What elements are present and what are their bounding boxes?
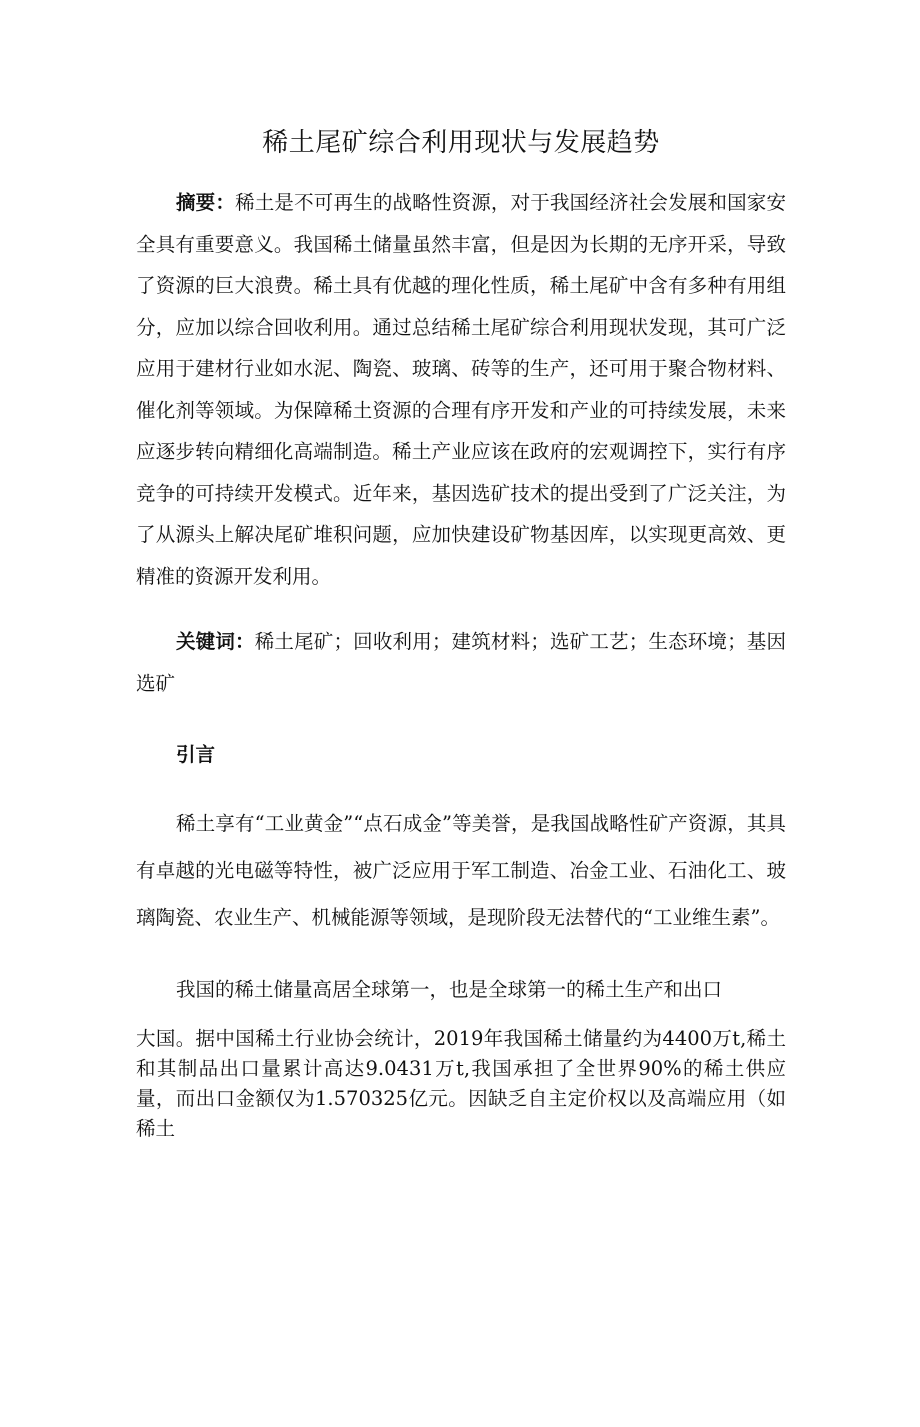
section-heading-introduction: 引言 bbox=[176, 743, 216, 766]
abstract-label: 摘要： bbox=[176, 191, 236, 214]
abstract-text: 稀土是不可再生的战略性资源，对于我国经济社会发展和国家安全具有重要意义。我国稀土储量虽然丰富，但是因为长期的无序开采，导致了资源的巨大浪费。稀土具有优越的理化性质，稀土尾矿中含有多种有用组分，应加以综合回收利用。通过总结稀土尾矿综合利用现状发现，其可广泛应用于建材行业如水泥、陶瓷、玻璃、砖等的生产，还可用于聚合物材料、催化剂等领域。为保障稀土资源的合理有序开发和产业的可持续发展，未来应逐步转向精细化高端制造。稀土产业应该在政府的宏观调控下，实行有序竞争的可持续开发模式。近年来，基因选矿技术的提出受到了广泛关注，为了从源头上解决尾矿堆积问题，应加快建设矿物基因库，以实现更高效、更精准的资源开发利用。 bbox=[136, 191, 786, 588]
intro-paragraph-2-continued: 大国。据中国稀土行业协会统计，2019年我国稀土储量约为4400万t,稀土和其制品出口量累计高达9.0431万t,我国承担了全世界90%的稀土供应量，而出口金额仅为1.570325亿元。因缺乏自主定价权以及高端应用（如稀土 bbox=[136, 1027, 786, 1140]
keywords-paragraph bbox=[136, 621, 786, 704]
document-title: 稀土尾矿综合利用现状与发展趋势 bbox=[262, 128, 660, 158]
keywords-text: 稀土尾矿；回收利用；建筑材料；选矿工艺；生态环境；基因选矿 bbox=[136, 630, 786, 695]
document-page bbox=[0, 126, 920, 1427]
keywords-label: 关键词： bbox=[176, 630, 255, 653]
abstract-paragraph bbox=[136, 182, 786, 597]
intro-paragraph-1: 稀土享有“工业黄金”“点石成金”等美誉，是我国战略性矿产资源，其具有卓越的光电磁等特性，被广泛应用于军工制造、冶金工业、石油化工、玻璃陶瓷、农业生产、机械能源等领域，是现阶段无法替代的“工业维生素”。 bbox=[136, 811, 786, 929]
intro-paragraph-2-first-line: 我国的稀土储量高居全球第一，也是全球第一的稀土生产和出口 bbox=[176, 977, 723, 1001]
